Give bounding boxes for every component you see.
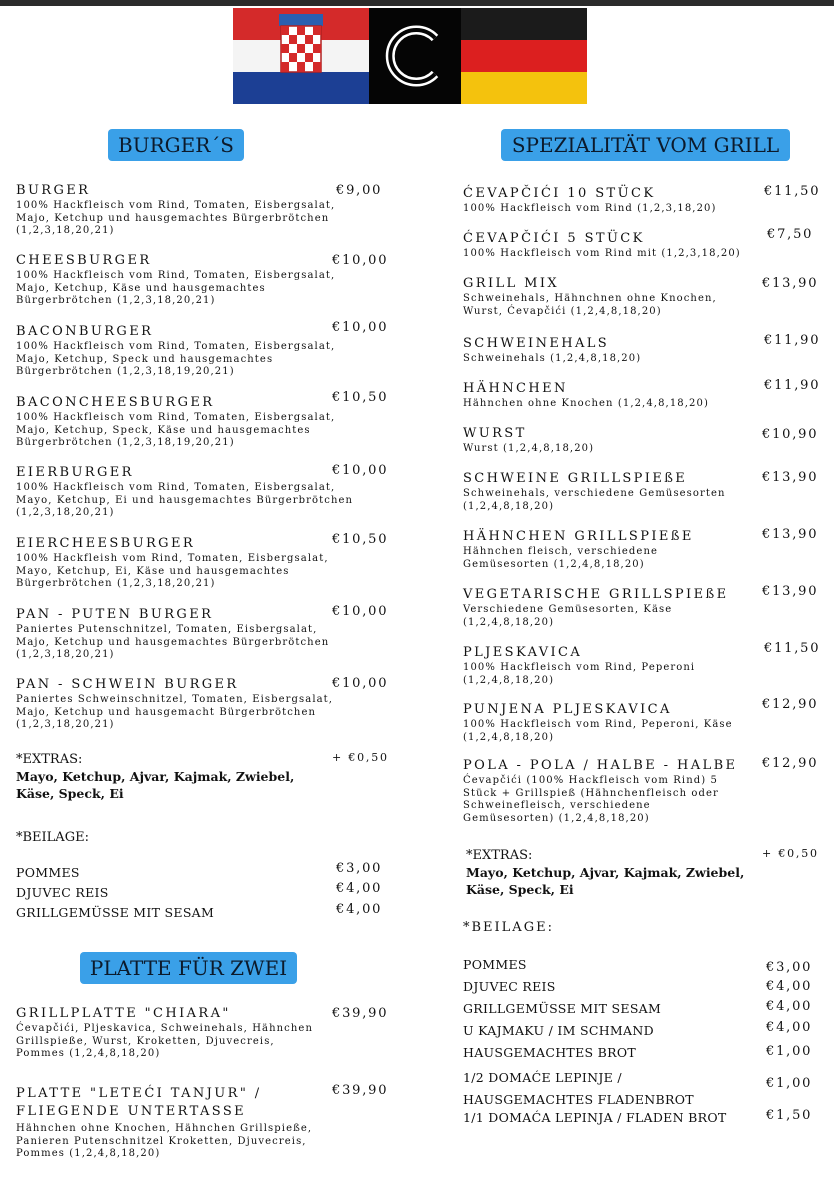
menu-item — [16, 1085, 312, 1161]
menu-item — [463, 231, 741, 261]
extras-list: Mayo, Ketchup, Ajvar, Kajmak, Zwiebel, Käse, Speck, Ei — [16, 769, 295, 801]
item-description: Schweinehals, verschiedene Gemüsesorten (1,2,4,8,18,20) — [463, 488, 726, 512]
menu-item — [16, 253, 335, 308]
menu-item — [463, 471, 726, 513]
item-name: PAN - SCHWEIN BURGER — [16, 677, 239, 692]
item-price: €10,00 — [332, 253, 389, 268]
side-name: U KAJMAKU / IM SCHMAND — [463, 1023, 654, 1038]
extras-price: + €0,50 — [332, 751, 389, 764]
side-price: €1,50 — [766, 1108, 813, 1123]
item-price: €10,90 — [762, 427, 819, 442]
item-name: PLATTE "LETEĆI TANJUR" / FLIEGENDE UNTERTASSE — [16, 1086, 262, 1119]
side-price: €4,00 — [336, 881, 383, 896]
item-name: HÄHNCHEN GRILLSPIEßE — [463, 529, 694, 544]
menu-item — [463, 186, 717, 216]
menu-item — [16, 395, 335, 450]
item-description: 100% Hackfleisch vom Rind, Tomaten, Eisbergsalat, Majo, Ketchup, Käse und hausgemachtes Bürgerbrötchen (1,2,3,18,20,21) — [16, 270, 336, 306]
item-description: Paniertes Putenschnitzel, Tomaten, Eisbergsalat, Majo, Ketchup und hausgemachtes Bürgerbrötchen (1,2,3,18,20,21) — [16, 624, 330, 660]
item-description: Schweinehals, Hähnchnen ohne Knochen, Wurst, Ćevapčići (1,2,4,8,18,20) — [463, 293, 717, 317]
svg-text:C: C — [414, 62, 416, 63]
item-price: €13,90 — [762, 276, 819, 291]
menu-item — [16, 536, 329, 591]
item-description: 100% Hackfleisch vom Rind, Peperoni (1,2,4,8,18,20) — [463, 662, 696, 686]
menu-item — [16, 1006, 313, 1061]
menu-item — [463, 702, 733, 744]
item-price: €11,90 — [764, 333, 821, 348]
item-description: 100% Hackfleisch vom Rind mit (1,2,3,18,20) — [463, 248, 741, 259]
menu-item — [463, 645, 695, 687]
german-flag-icon — [461, 8, 587, 104]
section-title-burgers: BURGER´S — [108, 129, 244, 161]
item-name: GRILL MIX — [463, 276, 560, 291]
item-description: Schweinehals (1,2,4,8,18,20) — [463, 353, 642, 364]
item-name: ĆEVAPČIĆI 10 STÜCK — [463, 186, 656, 201]
menu-item — [16, 183, 335, 238]
menu-item — [463, 276, 717, 318]
item-description: 100% Hackfleisch vom Rind, Peperoni, Käse (1,2,4,8,18,20) — [463, 719, 733, 743]
side-price: €4,00 — [766, 1020, 813, 1035]
item-description: 100% Hackfleisch vom Rind (1,2,3,18,20) — [463, 203, 717, 214]
side-name: POMMES — [463, 957, 527, 972]
item-description: Wurst (1,2,4,8,18,20) — [463, 443, 595, 454]
side-price: €1,00 — [766, 1044, 813, 1059]
menu-item — [463, 381, 709, 411]
item-price: €12,90 — [762, 697, 819, 712]
side-name: 1/2 DOMAĆE LEPINJE / HAUSGEMACHTES FLADENBROT — [463, 1070, 694, 1107]
item-price: €12,90 — [762, 756, 819, 771]
side-name: GRILLGEMÜSSE MIT SESAM — [16, 905, 215, 920]
item-price: €7,50 — [767, 227, 814, 242]
section-title-grill: SPEZIALITÄT VOM GRILL — [501, 129, 790, 161]
item-name: SCHWEINEHALS — [463, 336, 610, 351]
croatian-flag-icon — [233, 8, 369, 104]
item-price: €10,00 — [332, 604, 389, 619]
header-flags — [233, 8, 587, 104]
item-name: ĆEVAPČIĆI 5 STÜCK — [463, 231, 645, 246]
side-name: DJUVEC REIS — [16, 885, 109, 900]
item-name: EIERCHEESBURGER — [16, 536, 196, 551]
side-price: €4,00 — [766, 979, 813, 994]
item-name: EIERBURGER — [16, 465, 134, 480]
menu-item — [463, 758, 737, 825]
extras-label: *EXTRAS: — [16, 752, 83, 767]
item-description: 100% Hackfleisch vom Rind, Tomaten, Eisbergsalat, Majo, Ketchup, Speck und hausgemachtes Bürgerbrötchen (1,2,3,18,19,20,21) — [16, 341, 336, 377]
item-price: €9,00 — [336, 183, 383, 198]
item-price: €13,90 — [762, 584, 819, 599]
item-name: BACONBURGER — [16, 324, 154, 339]
item-name: SCHWEINE GRILLSPIEßE — [463, 471, 688, 486]
item-description: Hähnchen ohne Knochen, Hähnchen Grillspieße, Panieren Putenschnitzel Kroketten, Djuvecreis, Pommes (1,2,4,8,18,20) — [16, 1123, 313, 1159]
section-title-platte: PLATTE FÜR ZWEI — [80, 952, 297, 984]
item-price: €10,00 — [332, 320, 389, 335]
item-price: €11,90 — [764, 378, 821, 393]
side-name: POMMES — [16, 865, 80, 880]
menu-item — [463, 426, 594, 456]
side-name: HAUSGEMACHTES BROT — [463, 1045, 637, 1060]
logo-letter-icon — [383, 24, 447, 88]
side-name: 1/1 DOMAĆA LEPINJA / FLADEN BROT — [463, 1110, 727, 1125]
menu-item — [463, 529, 694, 571]
item-description: Ćevapčići (100% Hackfleisch vom Rind) 5 Stück + Grillspieß (Hähnchenfleisch oder Schweinefleisch, verschiedene Gemüsesorten) (1,2,4,8,18,20) — [463, 775, 719, 824]
restaurant-logo — [369, 8, 461, 104]
item-description: Verschiedene Gemüsesorten, Käse (1,2,4,8,18,20) — [463, 604, 673, 628]
item-description: 100% Hackfleisch vom Rind, Tomaten, Eisbergsalat, Majo, Ketchup und hausgemachtes Bürgerbrötchen (1,2,3,18,20,21) — [16, 200, 336, 236]
item-price: €39,90 — [332, 1083, 389, 1098]
item-name: HÄHNCHEN — [463, 381, 568, 396]
side-price: €4,00 — [766, 999, 813, 1014]
item-price: €11,50 — [764, 641, 821, 656]
extras-price: + €0,50 — [762, 847, 819, 860]
item-name: POLA - POLA / HALBE - HALBE — [463, 758, 738, 773]
item-price: €10,00 — [332, 676, 389, 691]
side-name: DJUVEC REIS — [463, 979, 556, 994]
menu-item — [16, 465, 353, 520]
item-price: €39,90 — [332, 1006, 389, 1021]
side-price: €3,00 — [766, 960, 813, 975]
item-price: €11,50 — [764, 184, 821, 199]
beilage-label: *BEILAGE: — [16, 830, 89, 845]
menu-item — [463, 336, 641, 366]
menu-item — [463, 587, 728, 629]
item-price: €13,90 — [762, 470, 819, 485]
item-description: 100% Hackfleisch vom Rind, Tomaten, Eisbergsalat, Mayo, Ketchup, Ei und hausgemachtes Bürgerbrötchen (1,2,3,18,20,21) — [16, 482, 354, 518]
item-name: VEGETARISCHE GRILLSPIEßE — [463, 587, 729, 602]
item-name: PUNJENA PLJESKAVICA — [463, 702, 672, 717]
item-name: WURST — [463, 426, 527, 441]
menu-item — [16, 677, 333, 732]
item-name: GRILLPLATTE "CHIARA" — [16, 1006, 231, 1021]
menu-item — [16, 324, 335, 379]
item-name: CHEESBURGER — [16, 253, 152, 268]
item-name: BURGER — [16, 183, 91, 198]
item-description: Hähnchen ohne Knochen (1,2,4,8,18,20) — [463, 398, 709, 409]
item-price: €13,90 — [762, 527, 819, 542]
item-price: €10,50 — [332, 390, 389, 405]
item-price: €10,00 — [332, 463, 389, 478]
side-price: €1,00 — [766, 1076, 813, 1091]
extras-label: *EXTRAS: — [466, 848, 533, 863]
item-description: Ćevapčići, Pljeskavica, Schweinehals, Hähnchen Grillspieße, Wurst, Kroketten, Djuvecreis, Pommes (1,2,4,8,18,20) — [16, 1023, 313, 1059]
beilage-label: *BEILAGE: — [463, 920, 554, 935]
item-description: 100% Hackfleish vom Rind, Tomaten, Eisbergsalat, Mayo, Ketchup, Ei, Käse und hausgemachtes Bürgerbrötchen (1,2,3,18,20,21) — [16, 553, 329, 589]
extras-list: Mayo, Ketchup, Ajvar, Kajmak, Zwiebel, Käse, Speck, Ei — [466, 865, 745, 897]
item-description: Hähnchen fleisch, verschiedene Gemüsesorten (1,2,4,8,18,20) — [463, 546, 659, 570]
side-price: €4,00 — [336, 902, 383, 917]
item-description: Paniertes Schweinschnitzel, Tomaten, Eisbergsalat, Majo, Ketchup und hausgemacht Bürgerbrötchen (1,2,3,18,20,21) — [16, 694, 334, 730]
item-name: BACONCHEESBURGER — [16, 395, 215, 410]
side-name: GRILLGEMÜSSE MIT SESAM — [463, 1001, 662, 1016]
top-bar — [0, 0, 834, 6]
item-price: €10,50 — [332, 532, 389, 547]
item-description: 100% Hackfleisch vom Rind, Tomaten, Eisbergsalat, Majo, Ketchup, Speck, Käse und hausgemachtes Bürgerbrötchen (1,2,3,18,19,20,21) — [16, 412, 336, 448]
item-name: PLJESKAVICA — [463, 645, 583, 660]
side-price: €3,00 — [336, 861, 383, 876]
menu-item — [16, 607, 329, 662]
item-name: PAN - PUTEN BURGER — [16, 607, 214, 622]
